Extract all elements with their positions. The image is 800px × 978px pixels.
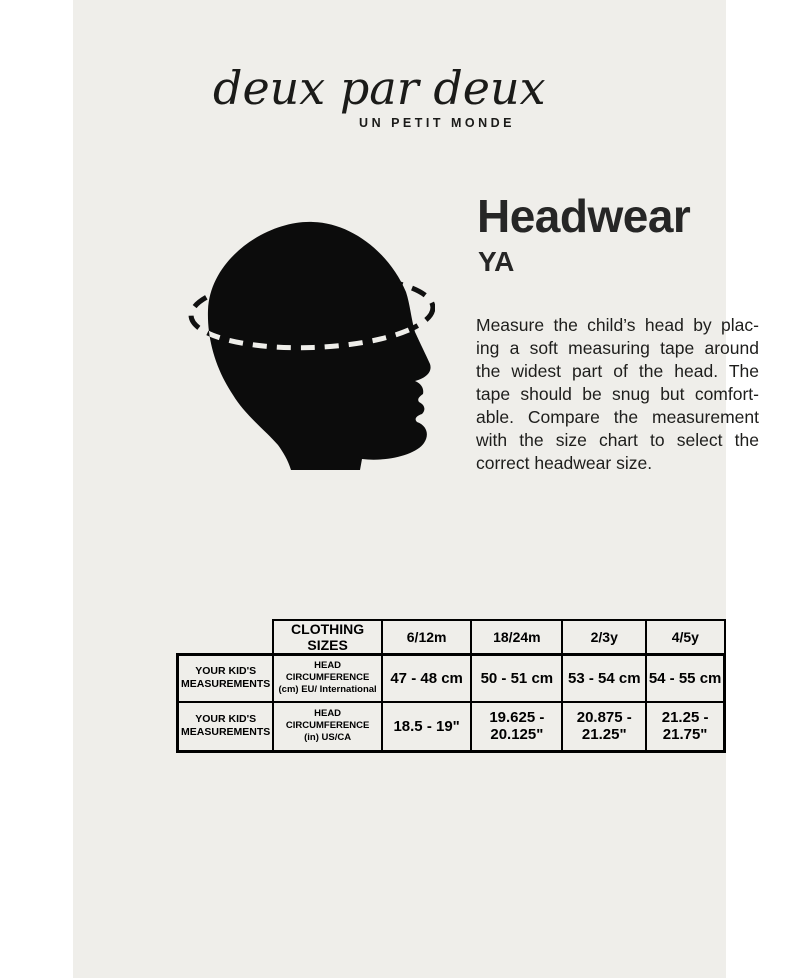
product-code: YA [478,246,515,277]
instructions-line: with the size chart to select the [476,430,759,450]
measurement-value: 18.5 - 19" [382,702,472,752]
brand-wordmark: deux par deux [213,61,546,115]
size-column-header: 2/3y [562,620,646,655]
row-label-cell [178,702,274,752]
size-column-header: 18/24m [471,620,562,655]
metric-line: CIRCUMFERENCE [285,720,370,732]
head-profile-silhouette [208,222,431,470]
measurement-value: 47 - 48 cm [382,655,472,702]
metric-line: (in) US/CA [304,732,352,744]
row-label-line: MEASUREMENTS [181,678,271,691]
page-title: Headwear [477,190,691,242]
size-column-header: 6/12m [382,620,472,655]
metric-line: (cm) EU/ International [278,684,377,696]
metric-line: CIRCUMFERENCE [285,672,370,684]
size-chart-table [176,619,726,753]
metric-line: HEAD [314,708,342,720]
content-panel [73,0,759,978]
row-label-line: YOUR KID'S [195,665,257,678]
size-chart-header-row [178,620,725,655]
instructions-line: ing a soft measuring tape around [476,338,759,358]
measurement-value: 21.25 - 21.75" [646,702,724,752]
brand-logo [213,61,546,130]
metric-label-cell [273,702,382,752]
size-column-header: 4/5y [646,620,724,655]
instructions-line: Measure the child’s head by plac- [476,315,759,335]
measurement-value: 19.625 - 20.125" [471,702,562,752]
size-chart-row-cm [178,655,725,702]
instructions-line: the widest part of the head. The [476,361,759,381]
size-chart-row-in [178,702,725,752]
instructions-line: correct headwear size. [476,453,653,473]
clothing-sizes-header: CLOTHING SIZES [273,620,382,655]
size-chart-corner-cell [178,620,274,655]
metric-label-cell [273,655,382,702]
instructions-line: tape should be snug but comfort- [476,384,759,404]
head-measurement-illustration [183,212,435,474]
measuring-instructions [476,314,759,475]
row-label-line: MEASUREMENTS [181,726,271,739]
row-label-cell [178,655,274,702]
measurement-value: 20.875 - 21.25" [562,702,646,752]
measurement-value: 53 - 54 cm [562,655,646,702]
measurement-value: 54 - 55 cm [646,655,724,702]
brand-tagline: UN PETIT MONDE [359,116,515,130]
instructions-line: able. Compare the measurement [476,407,759,427]
row-label-line: YOUR KID'S [195,713,257,726]
measurement-value: 50 - 51 cm [471,655,562,702]
metric-line: HEAD [314,660,342,672]
